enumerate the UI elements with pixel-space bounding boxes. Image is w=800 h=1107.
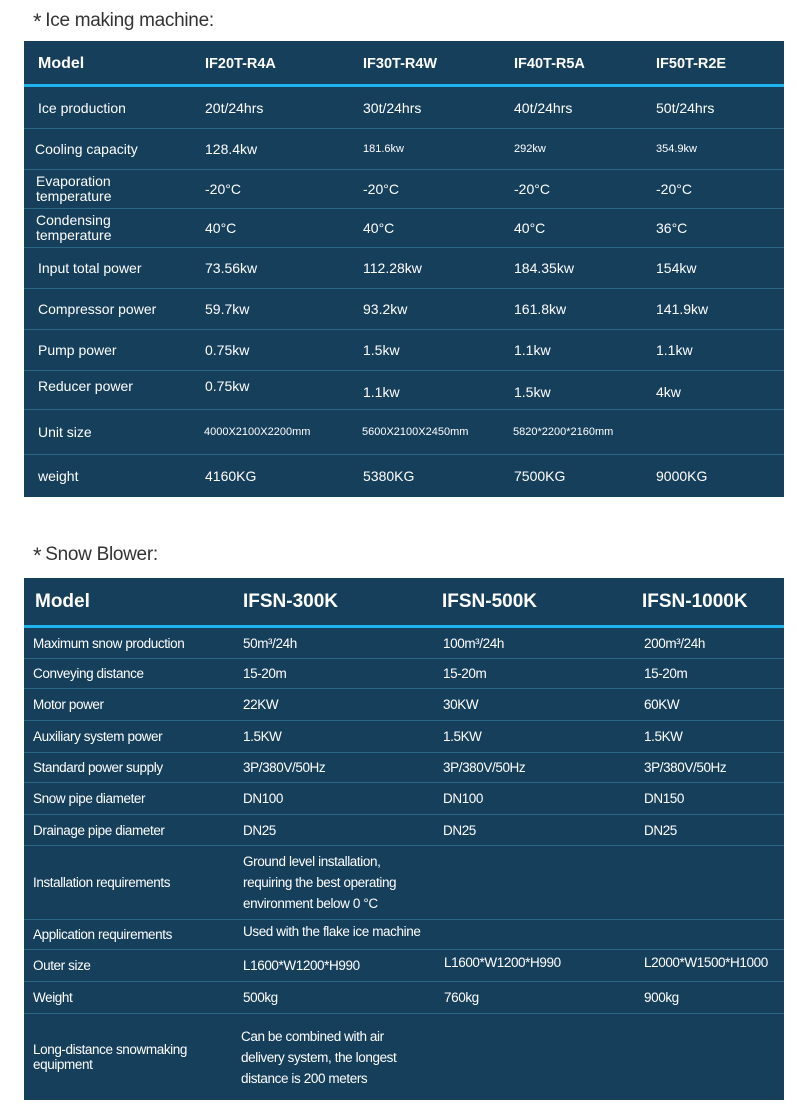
table-row <box>24 410 784 454</box>
table-cell: 15-20m <box>243 666 287 681</box>
row-label: Evaporation temperature <box>36 173 112 204</box>
snow-header-model-3: IFSN-1000K <box>642 591 748 612</box>
table-cell: 500kg <box>243 990 278 1005</box>
table-cell: 354.9kw <box>656 143 697 155</box>
row-label: Snow pipe diameter <box>33 791 146 806</box>
snow-header-model-1: IFSN-300K <box>243 591 339 612</box>
table-row <box>24 170 784 208</box>
row-label: Pump power <box>38 342 117 358</box>
table-row <box>24 1014 784 1100</box>
table-cell: 900kg <box>644 990 679 1005</box>
ice-header-model-2: IF30T-R4W <box>363 56 438 72</box>
table-row <box>24 659 784 688</box>
row-label: Input total power <box>38 260 142 276</box>
table-row <box>24 330 784 370</box>
ice-header-model-1: IF20T-R4A <box>205 56 276 72</box>
table-row <box>24 248 784 288</box>
table-row <box>24 783 784 814</box>
table-row <box>24 88 784 128</box>
snow-section-title <box>33 540 158 566</box>
snow-header-accent-line <box>24 625 784 628</box>
table-cell: 5600X2100X2450mm <box>362 426 469 438</box>
table-cell: L2000*W1500*H1000 <box>644 955 768 970</box>
table-cell: 3P/380V/50Hz <box>644 760 727 775</box>
table-cell: -20°C <box>205 181 241 197</box>
table-cell: 50m³/24h <box>243 636 297 651</box>
table-cell: 50t/24hrs <box>656 100 715 116</box>
table-cell: 60KW <box>644 697 680 712</box>
table-cell: 5820*2200*2160mm <box>513 426 614 438</box>
row-label: Compressor power <box>38 301 157 317</box>
table-cell: 1.1kw <box>514 342 551 358</box>
table-cell: 184.35kw <box>514 260 574 276</box>
row-label: Long-distance snowmaking equipment <box>33 1042 187 1072</box>
row-label: weight <box>38 468 79 484</box>
table-cell: 5380KG <box>363 468 415 484</box>
table-cell: 4000X2100X2200mm <box>204 426 311 438</box>
table-cell: 4kw <box>656 384 681 400</box>
table-row <box>24 455 784 497</box>
table-cell: 760kg <box>444 990 479 1005</box>
table-cell: L1600*W1200*H990 <box>444 955 561 970</box>
table-row <box>24 950 784 981</box>
row-label: Auxiliary system power <box>33 729 163 744</box>
table-cell: 1.1kw <box>656 342 693 358</box>
table-cell: 4160KG <box>205 468 257 484</box>
row-label: Ice production <box>38 100 126 116</box>
row-label: Drainage pipe diameter <box>33 822 165 838</box>
table-cell: DN100 <box>443 791 484 806</box>
asterisk-icon: * <box>33 543 42 568</box>
table-cell: L1600*W1200*H990 <box>243 958 360 973</box>
ice-header-model-label: Model <box>38 55 85 72</box>
table-cell: 15-20m <box>443 666 487 681</box>
table-row <box>24 721 784 752</box>
table-row <box>24 753 784 782</box>
table-cell: 30t/24hrs <box>363 100 422 116</box>
row-label: Outer size <box>33 958 91 973</box>
ice-spec-table <box>24 41 784 497</box>
table-cell: DN150 <box>644 791 685 806</box>
ice-header-model-3: IF40T-R5A <box>514 56 585 72</box>
table-cell: 40t/24hrs <box>514 100 573 116</box>
table-cell: 1.5KW <box>243 729 282 744</box>
table-cell: 1.5kw <box>363 342 400 358</box>
table-row <box>24 846 784 919</box>
table-row <box>24 289 784 329</box>
table-row <box>24 982 784 1013</box>
table-cell: DN100 <box>243 791 284 806</box>
table-row <box>24 209 784 247</box>
row-label: Cooling capacity <box>35 141 138 157</box>
table-cell: 3P/380V/50Hz <box>443 760 526 775</box>
table-cell: -20°C <box>363 181 399 197</box>
table-cell: 0.75kw <box>205 378 250 394</box>
table-row <box>24 371 784 409</box>
table-cell: 36°C <box>656 220 688 236</box>
table-cell: DN25 <box>243 822 276 838</box>
table-cell: Can be combined with air delivery system, the longest distance is 200 meters <box>241 1028 397 1086</box>
table-cell: 30KW <box>443 697 479 712</box>
row-label: Installation requirements <box>33 875 171 890</box>
table-cell: 73.56kw <box>205 260 258 276</box>
table-row <box>24 689 784 720</box>
ice-table-header <box>24 41 784 87</box>
table-cell: 3P/380V/50Hz <box>243 760 326 775</box>
ice-header-model-4: IF50T-R2E <box>656 56 727 72</box>
table-cell: 20t/24hrs <box>205 100 264 116</box>
row-label: Motor power <box>33 697 104 712</box>
table-cell: 1.5kw <box>514 384 551 400</box>
table-cell: 128.4kw <box>205 141 258 157</box>
table-cell: Used with the flake ice machine <box>243 924 421 939</box>
row-label: Conveying distance <box>33 666 144 681</box>
table-cell: 154kw <box>656 260 697 276</box>
row-label: Reducer power <box>38 378 133 394</box>
table-cell: 1.5KW <box>644 729 683 744</box>
table-cell: 7500KG <box>514 468 566 484</box>
table-cell: 9000KG <box>656 468 708 484</box>
row-label: Condensing temperature <box>36 212 112 243</box>
table-cell: DN25 <box>644 822 677 838</box>
table-cell: 161.8kw <box>514 301 567 317</box>
table-cell: 181.6kw <box>363 143 404 155</box>
row-label: Weight <box>33 990 73 1005</box>
table-cell: 40°C <box>205 220 237 236</box>
table-cell: 40°C <box>514 220 546 236</box>
row-label: Maximum snow production <box>33 636 185 651</box>
ice-section-title-text: Ice making machine: <box>45 10 214 31</box>
table-cell: DN25 <box>443 822 476 838</box>
table-cell: 292kw <box>514 143 546 155</box>
table-cell: Ground level installation, requiring the best operating environment below 0 °C <box>243 854 397 911</box>
table-cell: 100m³/24h <box>443 636 504 651</box>
table-cell: 0.75kw <box>205 342 250 358</box>
row-label: Unit size <box>38 424 92 440</box>
snow-spec-table <box>24 578 784 1100</box>
snow-header-model-2: IFSN-500K <box>442 591 538 612</box>
ice-header-accent-line <box>24 84 784 87</box>
table-row <box>24 129 784 169</box>
snow-section-title-text: Snow Blower: <box>45 544 158 565</box>
table-cell: 112.28kw <box>363 260 422 276</box>
table-cell: 200m³/24h <box>644 636 705 651</box>
snow-header-model-label: Model <box>35 591 90 612</box>
table-cell: 15-20m <box>644 666 688 681</box>
table-cell: 59.7kw <box>205 301 250 317</box>
table-row <box>24 920 784 949</box>
table-cell: 1.1kw <box>363 384 400 400</box>
ice-section-title <box>33 6 214 32</box>
asterisk-icon: * <box>33 9 42 34</box>
table-cell: 22KW <box>243 697 279 712</box>
table-row <box>24 815 784 845</box>
row-label: Standard power supply <box>33 760 163 775</box>
table-cell: -20°C <box>656 181 692 197</box>
table-cell: 1.5KW <box>443 729 482 744</box>
table-cell: -20°C <box>514 181 550 197</box>
table-cell: 141.9kw <box>656 301 709 317</box>
snow-table-header <box>24 578 784 626</box>
table-row <box>24 629 784 658</box>
table-cell: 93.2kw <box>363 301 408 317</box>
table-cell: 40°C <box>363 220 395 236</box>
row-label: Application requirements <box>33 927 172 942</box>
